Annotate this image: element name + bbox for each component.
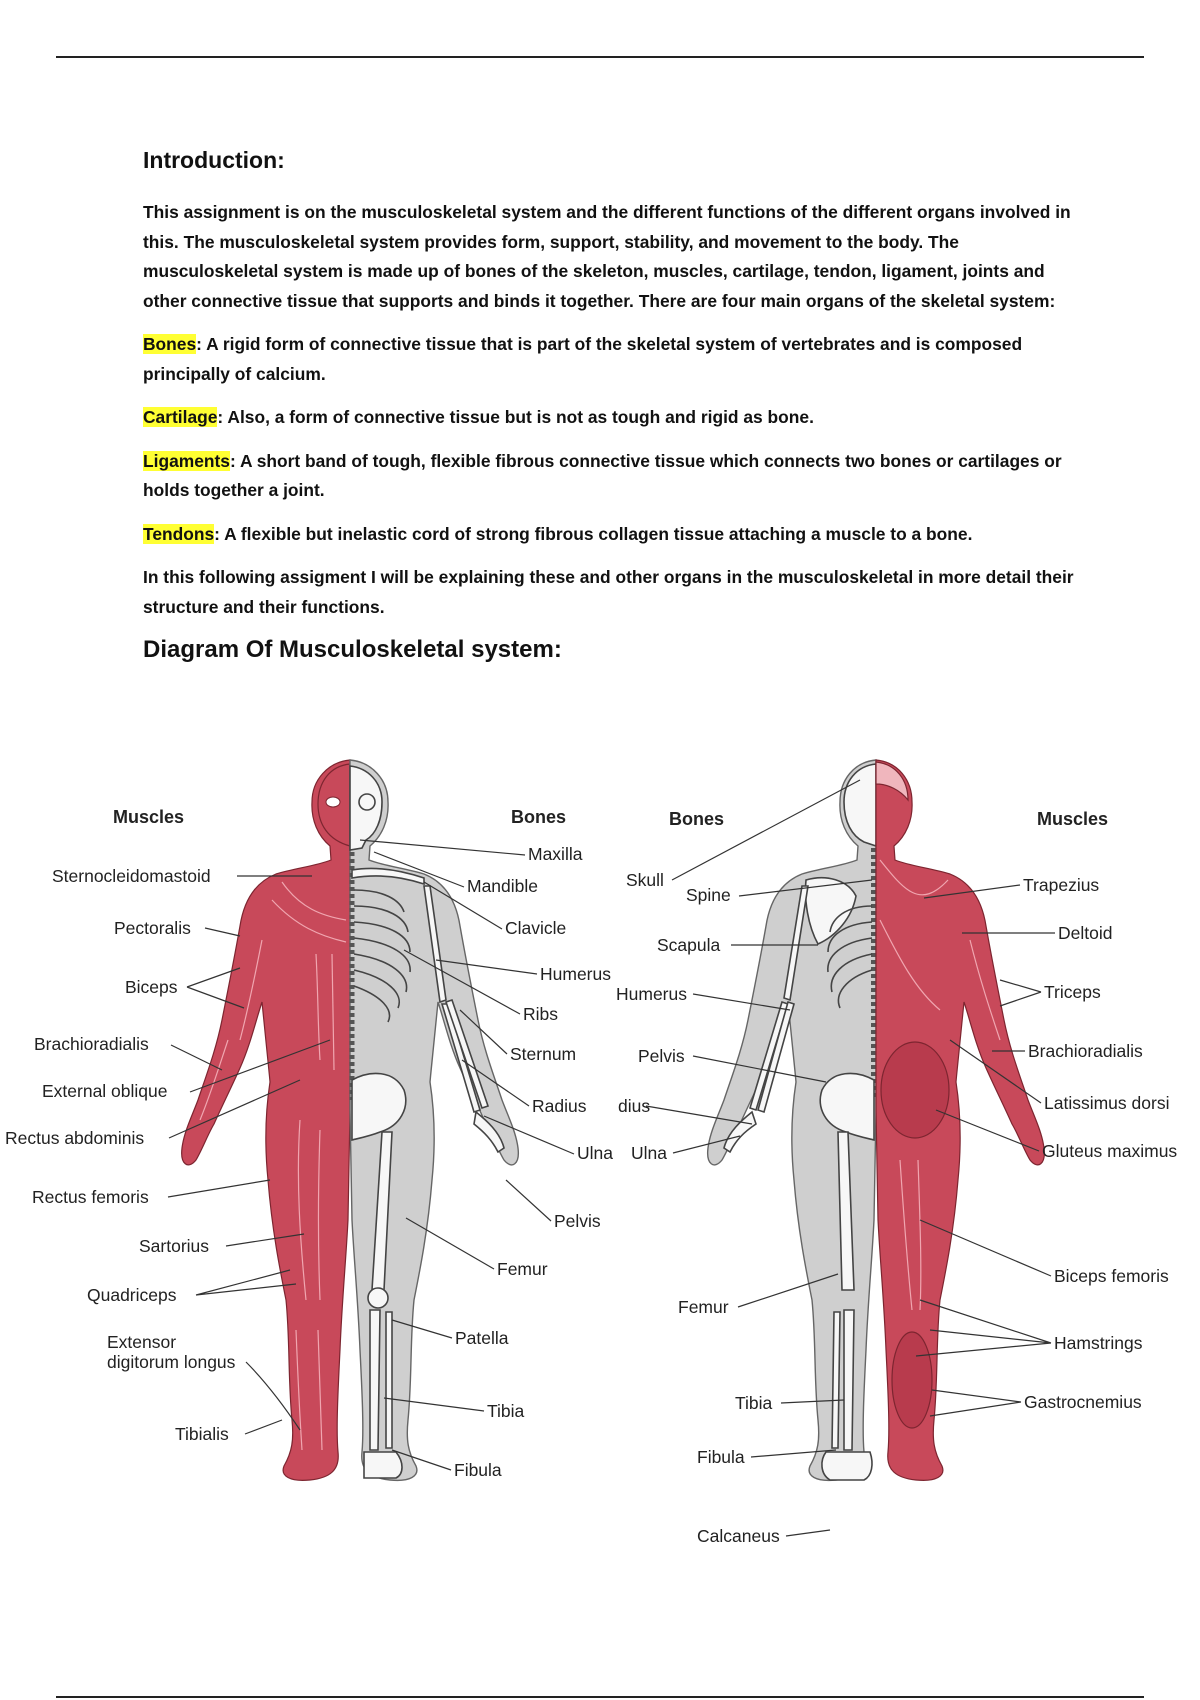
label-hamstrings: Hamstrings	[1054, 1333, 1143, 1353]
label-mandible: Mandible	[467, 876, 539, 896]
label-back-fibula: Fibula	[697, 1447, 745, 1467]
label-brachioradialis: Brachioradialis	[34, 1034, 149, 1054]
intro-paragraph: This assignment is on the musculoskeletal system and the different functions of the different organs involved in this. The musculoskeletal system provides form, support, stability, and movement to the body. The musculoskeletal system is made up of bones of the skeleton, muscles, cartilage, tendon, ligament, joints and other connective tissue that supports and binds it together. There are four main organs of the skeletal system:	[143, 202, 1071, 311]
label-ribs: Ribs	[523, 1004, 559, 1024]
label-triceps: Triceps	[1044, 982, 1101, 1002]
front-muscles-header: Muscles	[113, 807, 185, 827]
label-gluteus-maximus: Gluteus maximus	[1042, 1141, 1178, 1161]
label-quadriceps: Quadriceps	[87, 1285, 177, 1305]
definition-bones	[143, 330, 1083, 389]
label-back-humerus: Humerus	[616, 984, 687, 1004]
definition-text: : A short band of tough, flexible fibrous connective tissue which connects two bones or cartilages or holds together a joint.	[143, 450, 1062, 500]
term-cartilage: Cartilage	[143, 407, 218, 427]
term-tendons: Tendons	[143, 523, 215, 544]
label-humerus: Humerus	[540, 964, 611, 984]
term-bones: Bones	[143, 334, 197, 354]
label-latissimus-dorsi: Latissimus dorsi	[1044, 1093, 1170, 1113]
label-pelvis: Pelvis	[554, 1211, 601, 1231]
label-sternocleidomastoid: Sternocleidomastoid	[52, 866, 211, 886]
label-tibialis: Tibialis	[175, 1424, 229, 1444]
label-back-tibia: Tibia	[735, 1393, 773, 1413]
closing-paragraph: In this following assigment I will be explaining these and other organs in the musculoskeletal in more detail their structure and their functions.	[143, 567, 1074, 617]
front-figure	[182, 760, 519, 1480]
label-biceps: Biceps	[125, 977, 178, 997]
definition-text: : A rigid form of connective tissue that is part of the skeletal system of vertebrates and is composed principally of calcium.	[143, 334, 1023, 384]
definition-tendons	[143, 520, 1083, 550]
label-clavicle: Clavicle	[505, 918, 567, 938]
top-rule	[56, 56, 1144, 58]
definition-text: : A flexible but inelastic cord of strong fibrous collagen tissue attaching a muscle to a bone.	[214, 523, 973, 544]
definition-ligaments	[143, 447, 1083, 506]
label-tibia: Tibia	[487, 1401, 525, 1421]
front-fibula	[386, 1312, 392, 1448]
label-back-ulna: Ulna	[631, 1143, 667, 1163]
back-tibia	[844, 1310, 854, 1450]
label-patella: Patella	[455, 1328, 509, 1348]
bottom-rule	[56, 1696, 1144, 1698]
label-fibula: Fibula	[454, 1460, 502, 1480]
label-sartorius: Sartorius	[139, 1236, 210, 1256]
label-biceps-femoris: Biceps femoris	[1054, 1266, 1169, 1286]
front-tibia	[370, 1310, 380, 1450]
label-calcaneus: Calcaneus	[697, 1526, 780, 1546]
label-scapula: Scapula	[657, 935, 721, 955]
label-back-pelvis: Pelvis	[638, 1046, 685, 1066]
label-back-brachioradialis: Brachioradialis	[1028, 1041, 1143, 1061]
label-sternum: Sternum	[510, 1044, 577, 1064]
label-back-radius-partial: dius	[618, 1096, 651, 1116]
label-pectoralis: Pectoralis	[114, 918, 191, 938]
musculoskeletal-diagram	[0, 740, 1200, 1560]
intro-heading: Introduction:	[143, 147, 285, 173]
label-radius: Radius	[532, 1096, 587, 1116]
label-skull: Skull	[626, 870, 664, 890]
front-eye	[326, 797, 340, 807]
diagram-heading: Diagram Of Musculoskeletal system:	[143, 636, 562, 663]
label-back-femur: Femur	[678, 1297, 729, 1317]
label-rectus-abdominis: Rectus abdominis	[5, 1128, 145, 1148]
front-bones-header: Bones	[511, 807, 567, 827]
label-extensor: Extensor	[107, 1332, 177, 1352]
front-foot	[364, 1452, 402, 1478]
definition-cartilage	[143, 403, 1083, 433]
label-digitorum-longus: digitorum longus	[107, 1352, 236, 1372]
label-ulna: Ulna	[577, 1143, 613, 1163]
label-trapezius: Trapezius	[1023, 875, 1100, 895]
definition-text: : Also, a form of connective tissue but is not as tough and rigid as bone.	[217, 407, 814, 427]
label-deltoid: Deltoid	[1058, 923, 1113, 943]
back-muscles-header: Muscles	[1037, 809, 1109, 829]
label-maxilla: Maxilla	[528, 844, 583, 864]
back-bones-header: Bones	[669, 809, 725, 829]
label-rectus-femoris: Rectus femoris	[32, 1187, 149, 1207]
label-gastrocnemius: Gastrocnemius	[1024, 1392, 1142, 1412]
back-fibula	[832, 1312, 840, 1448]
document-body	[143, 147, 1083, 664]
front-eye-socket	[359, 794, 375, 810]
term-ligaments: Ligaments	[143, 450, 230, 471]
label-femur: Femur	[497, 1259, 548, 1279]
label-external-oblique: External oblique	[42, 1081, 168, 1101]
back-figure	[708, 760, 1045, 1480]
label-spine: Spine	[686, 885, 731, 905]
back-calcaneus-foot	[822, 1452, 872, 1480]
front-patella	[368, 1288, 388, 1308]
